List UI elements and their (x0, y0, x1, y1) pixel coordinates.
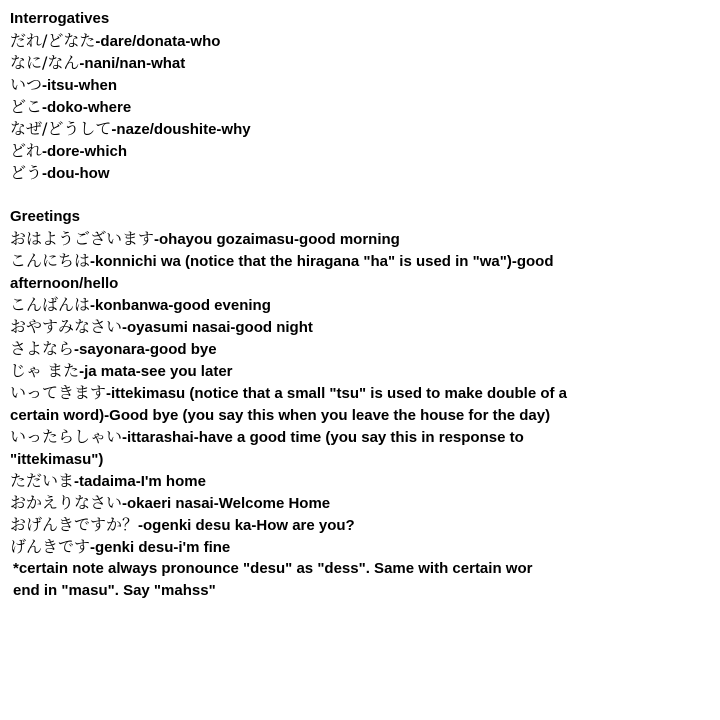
note-line-2: end in "masu". Say "mahss" (13, 582, 216, 599)
entry-definition: -genki desu-i'm fine (90, 539, 231, 556)
japanese-term: ただいま (10, 471, 75, 490)
vocab-entry (10, 228, 610, 250)
japanese-term: こんにちは (10, 251, 91, 270)
japanese-term: おげんきですか？ (10, 515, 139, 534)
entry-definition: -ohayou gozaimasu-good morning (154, 231, 400, 248)
japanese-term: いつ (10, 75, 43, 94)
entry-definition: -doko-where (42, 99, 132, 116)
japanese-term: だれ/どなた (10, 31, 96, 50)
document-body (10, 8, 610, 602)
section-spacer (10, 184, 610, 206)
vocab-entry (10, 536, 610, 558)
vocab-entry (10, 338, 610, 360)
japanese-term: おやすみなさい (10, 317, 123, 336)
entry-definition: -dou-how (42, 165, 110, 182)
note-line-1: *certain note always pronounce "desu" as "dess". Same with certain wor (13, 560, 533, 577)
japanese-term: なぜ/どうして (10, 119, 112, 138)
vocab-entry (10, 52, 610, 74)
vocab-entry (10, 30, 610, 52)
vocab-entry (10, 316, 610, 338)
entry-definition: -ittarashai-have a good time (you say this in response to "ittekimasu") (10, 429, 524, 468)
japanese-term: じゃ また (10, 361, 80, 380)
vocab-entry (10, 162, 610, 184)
vocab-entry (10, 96, 610, 118)
entry-definition: -okaeri nasai-Welcome Home (122, 495, 331, 512)
japanese-term: なに/なん (10, 53, 80, 72)
entry-definition: -itsu-when (42, 77, 118, 94)
japanese-term: おかえりなさい (10, 493, 123, 512)
entry-definition: -naze/doushite-why (111, 121, 251, 138)
japanese-term: どれ (10, 141, 43, 160)
vocab-entry (10, 140, 610, 162)
entry-definition: -ogenki desu ka-How are you? (138, 517, 355, 534)
entry-definition: -konbanwa-good evening (90, 297, 271, 314)
interrogatives-heading: Interrogatives (10, 10, 110, 27)
entry-definition: -konnichi wa (notice that the hiragana "ha" is used in "wa")-good afternoon/hello (10, 253, 554, 292)
japanese-term: どこ (10, 97, 43, 116)
vocab-entry (10, 382, 610, 426)
entry-definition: -sayonara-good bye (74, 341, 217, 358)
entry-definition: -nani/nan-what (79, 55, 186, 72)
vocab-entry (10, 294, 610, 316)
vocab-entry (10, 250, 610, 294)
entry-definition: -ja mata-see you later (79, 363, 233, 380)
greetings-heading: Greetings (10, 208, 81, 225)
pronunciation-note (10, 558, 568, 602)
japanese-term: げんきです (10, 537, 91, 556)
entry-definition: -dare/donata-who (95, 33, 221, 50)
japanese-term: こんばんは (10, 295, 91, 314)
entry-definition: -oyasumi nasai-good night (122, 319, 313, 336)
japanese-term: いってきます (10, 383, 107, 402)
entry-definition: -tadaima-I'm home (74, 473, 206, 490)
vocab-entry (10, 426, 610, 470)
entry-definition: -ittekimasu (notice that a small "tsu" is used to make double of a certain word)-Good bye (you say this when you leave the house for the day) (10, 385, 568, 424)
entry-definition: -dore-which (42, 143, 128, 160)
vocab-entry (10, 492, 610, 514)
vocab-entry (10, 118, 610, 140)
japanese-term: いったらしゃい (10, 427, 123, 446)
vocab-entry (10, 360, 610, 382)
japanese-term: さよなら (10, 339, 75, 358)
vocab-entry (10, 74, 610, 96)
japanese-term: おはようございます (10, 229, 155, 248)
japanese-term: どう (10, 163, 43, 182)
vocab-entry (10, 470, 610, 492)
vocab-entry (10, 514, 610, 536)
